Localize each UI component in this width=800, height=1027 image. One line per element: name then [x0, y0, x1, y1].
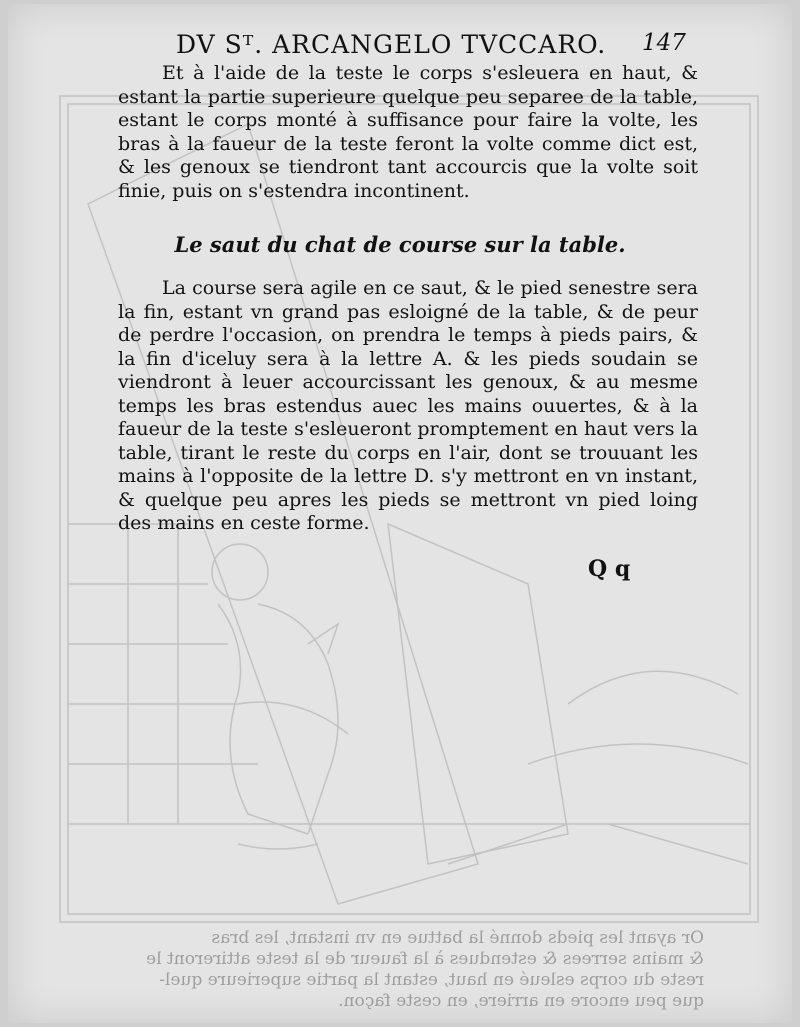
catchword: Q q: [588, 556, 631, 582]
body-paragraph: La course sera agile en ce saut, & le pied senestre sera la fin, estant vn grand pas esloigné de la table, & de peur de perdre l'occasion, on prendra le temps à pieds pairs, & la fin d'iceluy sera à la lettre A. & les pieds soudain se viendront à leuer accourcissant les genoux, & au mesme temps les bras estendus auec les mains ouuertes, & à la faueur de la teste s'esleueront promptement en haut vers la table, tirant le reste du corps en l'air, dont se trouuant les mains à l'opposite de la lettre D. s'y mettront en vn instant, & quelque peu apres les pieds se mettront vn pied loing des mains en ceste forme.: [118, 277, 698, 534]
book-page: [8, 4, 792, 1023]
section-heading: Le saut du chat de course sur la table.: [174, 232, 626, 257]
body-paragraph: Et à l'aide de la teste le corps s'esleuera en haut, & estant la partie superieure quelque peu separee de la table, estant le corps monté à suffisance pour faire la volte, les bras à la faueur de la teste feront la volte comme dict est, & les genoux se tiendront tant accourcis que la volte soit finie, puis on s'estendra incontinent.: [118, 62, 698, 202]
show-through-line: reste du corps esleué en haut, estant la partie superieure quel-: [159, 970, 704, 990]
running-head: DV Sᵀ. ARCANGELO TVCCARO.: [176, 30, 607, 59]
show-through-line: Or ayant les pieds donné la battue en vn instant, les bras: [211, 928, 704, 948]
page-number: 147: [642, 30, 686, 56]
show-through-line: & mains serrees & estendues à la faueur de la teste attireront le: [146, 949, 704, 969]
show-through-line: que peu encore en arriere, en ceste façon.: [338, 991, 704, 1011]
show-through-text: [104, 928, 704, 1012]
